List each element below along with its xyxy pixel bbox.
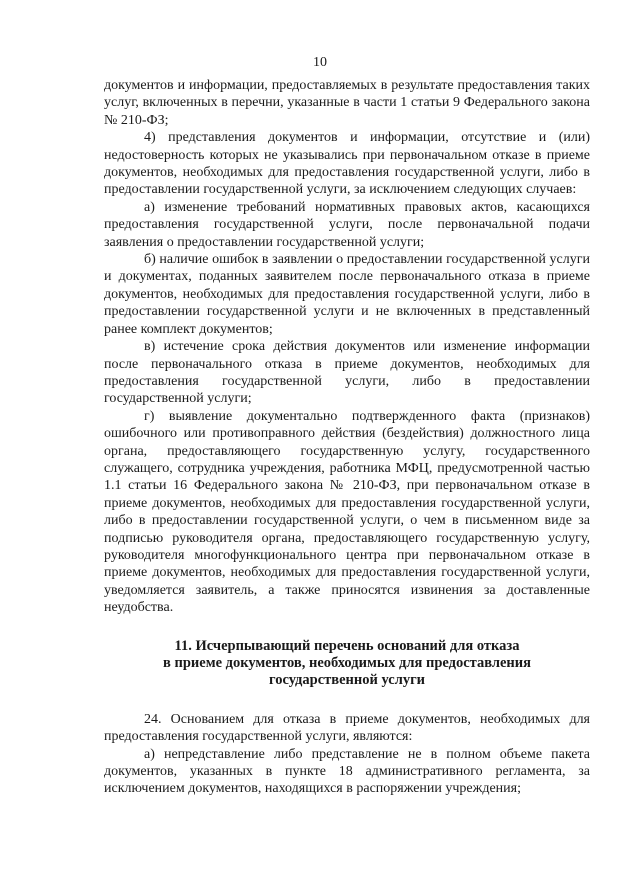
paragraph-subitem-a: а) изменение требований нормативных правовых актов, касающихся предоставления государственной услуги, после первоначальной подачи заявления о предоставлении государственной услуги; xyxy=(104,199,590,250)
paragraph-item-24-a: а) непредставление либо представление не в полном объеме пакета документов, указанных в пункте 18 административного регламента, за исключением документов, находящихся в распоряжении учреждения; xyxy=(104,746,590,797)
section-heading-line: 11. Исчерпывающий перечень оснований для отказа xyxy=(174,637,520,654)
page-number: 10 xyxy=(313,55,327,70)
document-body xyxy=(104,77,590,798)
section-heading-line: в приеме документов, необходимых для предоставления xyxy=(163,655,531,671)
paragraph-subitem-b: б) наличие ошибок в заявлении о предоставлении государственной услуги и документах, поданных заявителем после первоначального отказа в приеме документов, необходимых для предоставления государственной услуги, либо в предоставлении государственной услуги и не включенных в представленный ранее комплект документов; xyxy=(104,252,590,337)
paragraph-subitem-v: в) истечение срока действия документов или изменение информации после первоначального отказа в приеме документов, необходимых для предоставления государственной услуги, либо в предоставлении государственной услуги; xyxy=(104,339,590,407)
paragraph-continuation: документов и информации, предоставляемых в результате предоставления таких услуг, включенных в перечни, указанные в части 1 статьи 9 Федерального закона № 210-ФЗ; xyxy=(104,78,590,128)
section-heading-line: государственной услуги xyxy=(268,672,426,689)
section-heading xyxy=(104,638,590,690)
paragraph-subitem-g: г) выявление документально подтвержденного факта (признаков) ошибочного или противоправного действия (бездействия) должностного лица органа, предоставляющего государственную услугу, государственного служащего, сотрудника учреждения, работника МФЦ, предусмотренной частью 1.1 статьи 16 Федерального закона № 210-ФЗ, при первоначальном отказе в приеме документов, необходимых для предоставления государственной услуги, либо в предоставлении государственной услуги, о чем в письменном виде за подписью руководителя органа, предоставляющего государственную услугу, руководителя многофункционального центра при первоначальном отказе в приеме документов, необходимых для предоставления государственной услуги, уведомляется заявитель, а также приносятся извинения за доставленные неудобства. xyxy=(104,408,590,616)
paragraph-item-4: 4) представления документов и информации, отсутствие и (или) недостоверность которых не указывались при первоначальном отказе в приеме документов, необходимых для предоставления государственной услуги, либо в предоставлении государственной услуги, за исключением следующих случаев: xyxy=(104,130,590,198)
paragraph-item-24: 24. Основанием для отказа в приеме документов, необходимых для предоставления государственной услуги, являются: xyxy=(104,711,590,745)
